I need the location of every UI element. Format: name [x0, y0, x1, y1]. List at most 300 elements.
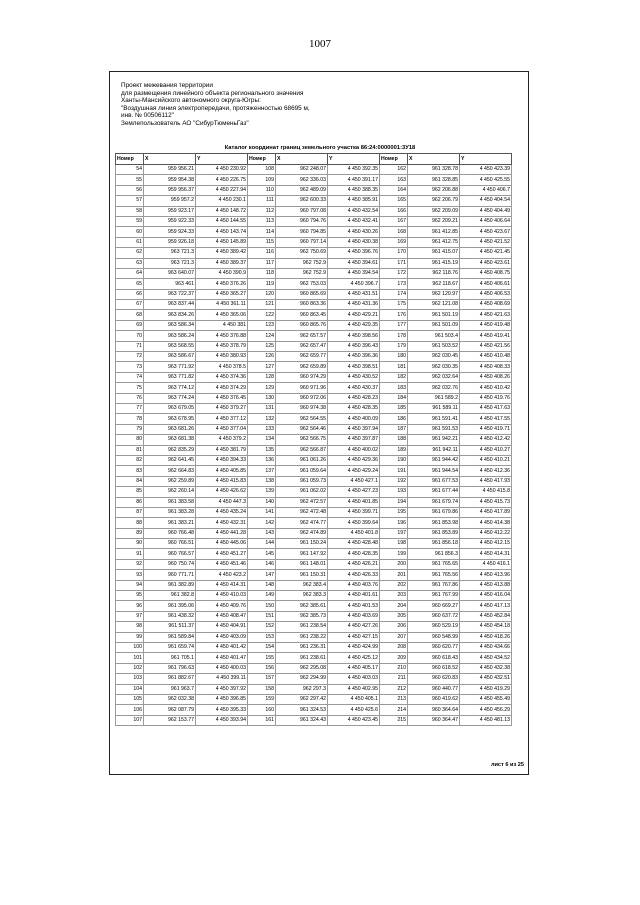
point-number-cell: 133: [248, 424, 276, 434]
point-number-cell: 59: [116, 216, 144, 226]
x-coordinate-cell: 962 564.46: [276, 424, 328, 434]
point-number-cell: 118: [248, 268, 276, 278]
point-number-cell: 178: [380, 331, 408, 341]
y-coordinate-cell: 4 450 391.17: [328, 175, 380, 185]
x-coordinate-cell: 959 954.38: [144, 175, 196, 185]
point-number-cell: 174: [380, 289, 408, 299]
x-coordinate-cell: 960 364.47: [408, 715, 460, 725]
x-coordinate-cell: 962 600.33: [276, 196, 328, 206]
y-coordinate-cell: 4 450 396.76: [328, 248, 380, 258]
column-header: Y: [460, 154, 512, 165]
y-coordinate-cell: 4 450 230.1: [196, 196, 248, 206]
x-coordinate-cell: 960 797.14: [276, 237, 328, 247]
point-number-cell: 65: [116, 279, 144, 289]
x-coordinate-cell: 960 974.29: [276, 372, 328, 382]
y-coordinate-cell: 4 450 409.76: [196, 601, 248, 611]
y-coordinate-cell: 4 450 403.03: [328, 674, 380, 684]
y-coordinate-cell: 4 450 393.94: [196, 715, 248, 725]
point-number-cell: 116: [248, 248, 276, 258]
point-number-cell: 148: [248, 580, 276, 590]
y-coordinate-cell: 4 450 399.11: [196, 674, 248, 684]
point-number-cell: 120: [248, 289, 276, 299]
y-coordinate-cell: 4 450 388.35: [328, 185, 380, 195]
x-coordinate-cell: 961 589.84: [144, 632, 196, 642]
y-coordinate-cell: 4 450 423.67: [460, 227, 512, 237]
y-coordinate-cell: 4 450 148.72: [196, 206, 248, 216]
point-number-cell: 160: [248, 705, 276, 715]
y-coordinate-cell: 4 450 419.71: [460, 424, 512, 434]
y-coordinate-cell: 4 450 417.55: [460, 414, 512, 424]
y-coordinate-cell: 4 450 451.46: [196, 559, 248, 569]
x-coordinate-cell: 963 586.67: [144, 352, 196, 362]
point-number-cell: 87: [116, 507, 144, 517]
y-coordinate-cell: 4 450 374.36: [196, 372, 248, 382]
y-coordinate-cell: 4 450 414.38: [460, 518, 512, 528]
point-number-cell: 176: [380, 310, 408, 320]
table-row: [116, 341, 512, 351]
y-coordinate-cell: 4 450 426.62: [196, 487, 248, 497]
x-coordinate-cell: 963 461: [144, 279, 196, 289]
point-number-cell: 203: [380, 591, 408, 601]
x-coordinate-cell: 961 501.09: [408, 320, 460, 330]
y-coordinate-cell: 4 450 230.92: [196, 165, 248, 175]
x-coordinate-cell: 963 586.34: [144, 320, 196, 330]
y-coordinate-cell: 4 450 431.36: [328, 300, 380, 310]
column-header: X: [144, 154, 196, 165]
table-row: [116, 476, 512, 486]
point-number-cell: 104: [116, 684, 144, 694]
table-row: [116, 216, 512, 226]
point-number-cell: 197: [380, 528, 408, 538]
y-coordinate-cell: 4 450 365.27: [196, 289, 248, 299]
y-coordinate-cell: 4 450 427.23: [328, 487, 380, 497]
x-coordinate-cell: 961 503.52: [408, 341, 460, 351]
point-number-cell: 177: [380, 320, 408, 330]
y-coordinate-cell: 4 450 421.45: [460, 248, 512, 258]
x-coordinate-cell: 961 061.26: [276, 455, 328, 465]
table-row: [116, 331, 512, 341]
point-number-cell: 132: [248, 414, 276, 424]
point-number-cell: 195: [380, 507, 408, 517]
x-coordinate-cell: 961 942.21: [408, 435, 460, 445]
x-coordinate-cell: 960 766.57: [144, 549, 196, 559]
y-coordinate-cell: 4 450 425.55: [460, 175, 512, 185]
x-coordinate-cell: 963 834.26: [144, 310, 196, 320]
column-header: X: [408, 154, 460, 165]
y-coordinate-cell: 4 450 430.38: [328, 237, 380, 247]
table-row: [116, 455, 512, 465]
y-coordinate-cell: 4 450 417.93: [460, 476, 512, 486]
point-number-cell: 126: [248, 352, 276, 362]
x-coordinate-cell: 962 566.75: [276, 435, 328, 445]
point-number-cell: 154: [248, 642, 276, 652]
point-number-cell: 143: [248, 528, 276, 538]
x-coordinate-cell: 963 721.3: [144, 258, 196, 268]
point-number-cell: 112: [248, 206, 276, 216]
point-number-cell: 190: [380, 455, 408, 465]
table-row: [116, 497, 512, 507]
point-number-cell: 66: [116, 289, 144, 299]
x-coordinate-cell: 960 440.77: [408, 684, 460, 694]
x-coordinate-cell: 961 328.78: [408, 165, 460, 175]
x-coordinate-cell: 962 087.79: [144, 705, 196, 715]
table-row: [116, 601, 512, 611]
point-number-cell: 181: [380, 362, 408, 372]
point-number-cell: 175: [380, 300, 408, 310]
point-number-cell: 159: [248, 694, 276, 704]
x-coordinate-cell: 961 238.22: [276, 632, 328, 642]
point-number-cell: 172: [380, 268, 408, 278]
point-number-cell: 210: [380, 663, 408, 673]
table-row: [116, 487, 512, 497]
y-coordinate-cell: 4 450 419.29: [460, 684, 512, 694]
y-coordinate-cell: 4 450 401.85: [328, 497, 380, 507]
point-number-cell: 141: [248, 507, 276, 517]
y-coordinate-cell: 4 450 429.24: [328, 466, 380, 476]
point-number-cell: 72: [116, 352, 144, 362]
table-row: [116, 622, 512, 632]
y-coordinate-cell: 4 450 427.1: [328, 476, 380, 486]
x-coordinate-cell: 963 681.26: [144, 424, 196, 434]
table-row: [116, 185, 512, 195]
x-coordinate-cell: 963 586.24: [144, 331, 196, 341]
x-coordinate-cell: 961 589.11: [408, 403, 460, 413]
x-coordinate-cell: 962 489.09: [276, 185, 328, 195]
point-number-cell: 193: [380, 487, 408, 497]
point-number-cell: 122: [248, 310, 276, 320]
point-number-cell: 100: [116, 642, 144, 652]
y-coordinate-cell: 4 450 405.1: [328, 694, 380, 704]
point-number-cell: 64: [116, 268, 144, 278]
x-coordinate-cell: 962 753.03: [276, 279, 328, 289]
x-coordinate-cell: 961 796.63: [144, 663, 196, 673]
point-number-cell: 179: [380, 341, 408, 351]
point-number-cell: 180: [380, 352, 408, 362]
x-coordinate-cell: 961 415.07: [408, 248, 460, 258]
y-coordinate-cell: 4 450 399.64: [328, 518, 380, 528]
y-coordinate-cell: 4 450 419.41: [460, 331, 512, 341]
x-coordinate-cell: 960 766.51: [144, 539, 196, 549]
point-number-cell: 78: [116, 414, 144, 424]
x-coordinate-cell: 962 657.57: [276, 331, 328, 341]
y-coordinate-cell: 4 450 361.11: [196, 300, 248, 310]
y-coordinate-cell: 4 450 414.31: [196, 580, 248, 590]
x-coordinate-cell: 959 926.18: [144, 237, 196, 247]
x-coordinate-cell: 962 566.87: [276, 445, 328, 455]
x-coordinate-cell: 961 659.74: [144, 642, 196, 652]
catalog-title: Каталог координат границ земельного участка 86:24:0000001:3У18: [224, 145, 416, 151]
y-coordinate-cell: 4 450 428.35: [328, 549, 380, 559]
header-line: для размещения линейного объекта регионального значения: [121, 89, 304, 97]
y-coordinate-cell: 4 450 381.79: [196, 445, 248, 455]
table-row: [116, 310, 512, 320]
x-coordinate-cell: 961 942.11: [408, 445, 460, 455]
point-number-cell: 155: [248, 653, 276, 663]
point-number-cell: 205: [380, 611, 408, 621]
y-coordinate-cell: 4 450 408.47: [196, 611, 248, 621]
point-number-cell: 101: [116, 653, 144, 663]
y-coordinate-cell: 4 450 441.28: [196, 528, 248, 538]
point-number-cell: 70: [116, 331, 144, 341]
x-coordinate-cell: 961 944.42: [408, 455, 460, 465]
point-number-cell: 109: [248, 175, 276, 185]
x-coordinate-cell: 962 295.08: [276, 663, 328, 673]
y-coordinate-cell: 4 450 398.51: [328, 362, 380, 372]
y-coordinate-cell: 4 450 400.02: [328, 445, 380, 455]
x-coordinate-cell: 961 382.89: [144, 580, 196, 590]
point-number-cell: 99: [116, 632, 144, 642]
point-number-cell: 169: [380, 237, 408, 247]
table-row: [116, 580, 512, 590]
x-coordinate-cell: 960 618.52: [408, 663, 460, 673]
x-coordinate-cell: 961 236.31: [276, 642, 328, 652]
table-row: [116, 653, 512, 663]
point-number-cell: 91: [116, 549, 144, 559]
table-row: [116, 507, 512, 517]
x-coordinate-cell: 960 794.76: [276, 216, 328, 226]
x-coordinate-cell: 962 030.45: [408, 352, 460, 362]
x-coordinate-cell: 960 419.62: [408, 694, 460, 704]
point-number-cell: 105: [116, 694, 144, 704]
point-number-cell: 153: [248, 632, 276, 642]
y-coordinate-cell: 4 450 402.95: [328, 684, 380, 694]
y-coordinate-cell: 4 450 400.09: [328, 414, 380, 424]
x-coordinate-cell: 962 752.9: [276, 258, 328, 268]
y-coordinate-cell: 4 450 396.85: [196, 694, 248, 704]
point-number-cell: 93: [116, 570, 144, 580]
point-number-cell: 215: [380, 715, 408, 725]
y-coordinate-cell: 4 450 416.04: [460, 591, 512, 601]
point-number-cell: 115: [248, 237, 276, 247]
point-number-cell: 56: [116, 185, 144, 195]
point-number-cell: 207: [380, 632, 408, 642]
y-coordinate-cell: 4 450 419.48: [460, 320, 512, 330]
y-coordinate-cell: 4 450 408.75: [460, 268, 512, 278]
point-number-cell: 157: [248, 674, 276, 684]
table-row: [116, 559, 512, 569]
table-row: [116, 445, 512, 455]
y-coordinate-cell: 4 450 432.38: [460, 663, 512, 673]
x-coordinate-cell: 961 767.86: [408, 580, 460, 590]
point-number-cell: 171: [380, 258, 408, 268]
y-coordinate-cell: 4 450 419.76: [460, 393, 512, 403]
y-coordinate-cell: 4 450 415.73: [460, 497, 512, 507]
x-coordinate-cell: 962 260.14: [144, 487, 196, 497]
x-coordinate-cell: 960 865.69: [276, 289, 328, 299]
point-number-cell: 185: [380, 403, 408, 413]
x-coordinate-cell: 962 206.79: [408, 196, 460, 206]
point-number-cell: 71: [116, 341, 144, 351]
point-number-cell: 124: [248, 331, 276, 341]
column-header: Y: [328, 154, 380, 165]
x-coordinate-cell: 963 837.44: [144, 300, 196, 310]
x-coordinate-cell: 960 364.64: [408, 705, 460, 715]
y-coordinate-cell: 4 450 424.99: [328, 642, 380, 652]
x-coordinate-cell: 962 259.89: [144, 476, 196, 486]
x-coordinate-cell: 960 974.38: [276, 403, 328, 413]
point-number-cell: 62: [116, 248, 144, 258]
x-coordinate-cell: 961 511.37: [144, 622, 196, 632]
x-coordinate-cell: 961 856.3: [408, 549, 460, 559]
point-number-cell: 82: [116, 455, 144, 465]
y-coordinate-cell: 4 450 421.56: [460, 341, 512, 351]
y-coordinate-cell: 4 450 429.36: [328, 455, 380, 465]
y-coordinate-cell: 4 450 412.15: [460, 539, 512, 549]
table-row: [116, 518, 512, 528]
y-coordinate-cell: 4 450 456.29: [460, 705, 512, 715]
point-number-cell: 75: [116, 383, 144, 393]
point-number-cell: 67: [116, 300, 144, 310]
header-line: Ханты-Мансийского автономного округа-Югры:: [121, 97, 261, 105]
table-row: [116, 414, 512, 424]
table-row: [116, 300, 512, 310]
y-coordinate-cell: 4 450 428.35: [328, 403, 380, 413]
table-row: [116, 165, 512, 175]
y-coordinate-cell: 4 450 399.71: [328, 507, 380, 517]
point-number-cell: 166: [380, 206, 408, 216]
y-coordinate-cell: 4 450 143.74: [196, 227, 248, 237]
y-coordinate-cell: 4 450 427.26: [328, 622, 380, 632]
point-number-cell: 146: [248, 559, 276, 569]
point-number-cell: 164: [380, 185, 408, 195]
y-coordinate-cell: 4 450 400.03: [196, 663, 248, 673]
point-number-cell: 57: [116, 196, 144, 206]
table-row: [116, 196, 512, 206]
y-coordinate-cell: 4 450 445.06: [196, 539, 248, 549]
x-coordinate-cell: 961 853.89: [408, 528, 460, 538]
y-coordinate-cell: 4 450 376.26: [196, 279, 248, 289]
point-number-cell: 103: [116, 674, 144, 684]
y-coordinate-cell: 4 450 389.37: [196, 258, 248, 268]
y-coordinate-cell: 4 450 374.29: [196, 383, 248, 393]
point-number-cell: 131: [248, 403, 276, 413]
y-coordinate-cell: 4 450 428.23: [328, 393, 380, 403]
y-coordinate-cell: 4 450 414.31: [460, 549, 512, 559]
y-coordinate-cell: 4 450 410.48: [460, 352, 512, 362]
x-coordinate-cell: 960 971.96: [276, 383, 328, 393]
coordinates-table: [115, 153, 512, 726]
point-number-cell: 119: [248, 279, 276, 289]
x-coordinate-cell: 961 963.7: [144, 684, 196, 694]
point-number-cell: 92: [116, 559, 144, 569]
point-number-cell: 167: [380, 216, 408, 226]
point-number-cell: 136: [248, 455, 276, 465]
table-row: [116, 694, 512, 704]
point-number-cell: 209: [380, 653, 408, 663]
x-coordinate-cell: 960 771.71: [144, 570, 196, 580]
point-number-cell: 156: [248, 663, 276, 673]
y-coordinate-cell: 4 450 397.87: [328, 435, 380, 445]
x-coordinate-cell: 963 640.07: [144, 268, 196, 278]
y-coordinate-cell: 4 450 410.21: [460, 455, 512, 465]
y-coordinate-cell: 4 450 408.33: [460, 362, 512, 372]
x-coordinate-cell: 961 765.65: [408, 559, 460, 569]
x-coordinate-cell: 963 771.82: [144, 372, 196, 382]
table-row: [116, 642, 512, 652]
x-coordinate-cell: 960 620.83: [408, 674, 460, 684]
x-coordinate-cell: 959 956.37: [144, 185, 196, 195]
x-coordinate-cell: 962 472.48: [276, 507, 328, 517]
point-number-cell: 158: [248, 684, 276, 694]
x-coordinate-cell: 959 924.33: [144, 227, 196, 237]
y-coordinate-cell: 4 450 406.64: [460, 216, 512, 226]
table-row: [116, 383, 512, 393]
point-number-cell: 152: [248, 622, 276, 632]
table-header-row: [116, 154, 512, 165]
point-number-cell: 98: [116, 622, 144, 632]
x-coordinate-cell: 961 062.02: [276, 487, 328, 497]
point-number-cell: 77: [116, 403, 144, 413]
point-number-cell: 83: [116, 466, 144, 476]
point-number-cell: 60: [116, 227, 144, 237]
y-coordinate-cell: 4 450 428.48: [328, 539, 380, 549]
point-number-cell: 69: [116, 320, 144, 330]
point-number-cell: 84: [116, 476, 144, 486]
point-number-cell: 165: [380, 196, 408, 206]
x-coordinate-cell: 961 677.53: [408, 476, 460, 486]
point-number-cell: 128: [248, 372, 276, 382]
x-coordinate-cell: 961 059.64: [276, 466, 328, 476]
y-coordinate-cell: 4 450 394.54: [328, 268, 380, 278]
y-coordinate-cell: 4 450 425.6: [328, 705, 380, 715]
x-coordinate-cell: 961 147.92: [276, 549, 328, 559]
point-number-cell: 145: [248, 549, 276, 559]
point-number-cell: 81: [116, 445, 144, 455]
point-number-cell: 73: [116, 362, 144, 372]
y-coordinate-cell: 4 450 412.22: [460, 528, 512, 538]
y-coordinate-cell: 4 450 394.61: [328, 258, 380, 268]
point-number-cell: 188: [380, 435, 408, 445]
point-number-cell: 74: [116, 372, 144, 382]
y-coordinate-cell: 4 450 379.27: [196, 403, 248, 413]
y-coordinate-cell: 4 450 430.26: [328, 227, 380, 237]
table-row: [116, 424, 512, 434]
y-coordinate-cell: 4 450 226.75: [196, 175, 248, 185]
point-number-cell: 212: [380, 684, 408, 694]
column-header: Номер: [380, 154, 408, 165]
table-row: [116, 632, 512, 642]
y-coordinate-cell: 4 450 377.12: [196, 414, 248, 424]
table-row: [116, 320, 512, 330]
x-coordinate-cell: 962 385.73: [276, 611, 328, 621]
x-coordinate-cell: 961 148.01: [276, 559, 328, 569]
point-number-cell: 61: [116, 237, 144, 247]
table-row: [116, 393, 512, 403]
x-coordinate-cell: 961 415.19: [408, 258, 460, 268]
point-number-cell: 110: [248, 185, 276, 195]
table-row: [116, 611, 512, 621]
x-coordinate-cell: 962 383.4: [276, 580, 328, 590]
point-number-cell: 113: [248, 216, 276, 226]
point-number-cell: 189: [380, 445, 408, 455]
y-coordinate-cell: 4 450 481.13: [460, 715, 512, 725]
x-coordinate-cell: 962 659.77: [276, 352, 328, 362]
x-coordinate-cell: 962 121.08: [408, 300, 460, 310]
x-coordinate-cell: 961 238.54: [276, 622, 328, 632]
y-coordinate-cell: 4 450 401.42: [196, 642, 248, 652]
x-coordinate-cell: 961 395.06: [144, 601, 196, 611]
table-row: [116, 674, 512, 684]
x-coordinate-cell: 962 294.99: [276, 674, 328, 684]
point-number-cell: 183: [380, 383, 408, 393]
x-coordinate-cell: 961 059.73: [276, 476, 328, 486]
x-coordinate-cell: 961 705.1: [144, 653, 196, 663]
y-coordinate-cell: 4 450 398.56: [328, 331, 380, 341]
table-row: [116, 175, 512, 185]
x-coordinate-cell: 962 657.47: [276, 341, 328, 351]
header-line: Землепользователь АО "СибурТюменьГаз": [121, 119, 249, 127]
point-number-cell: 106: [116, 705, 144, 715]
